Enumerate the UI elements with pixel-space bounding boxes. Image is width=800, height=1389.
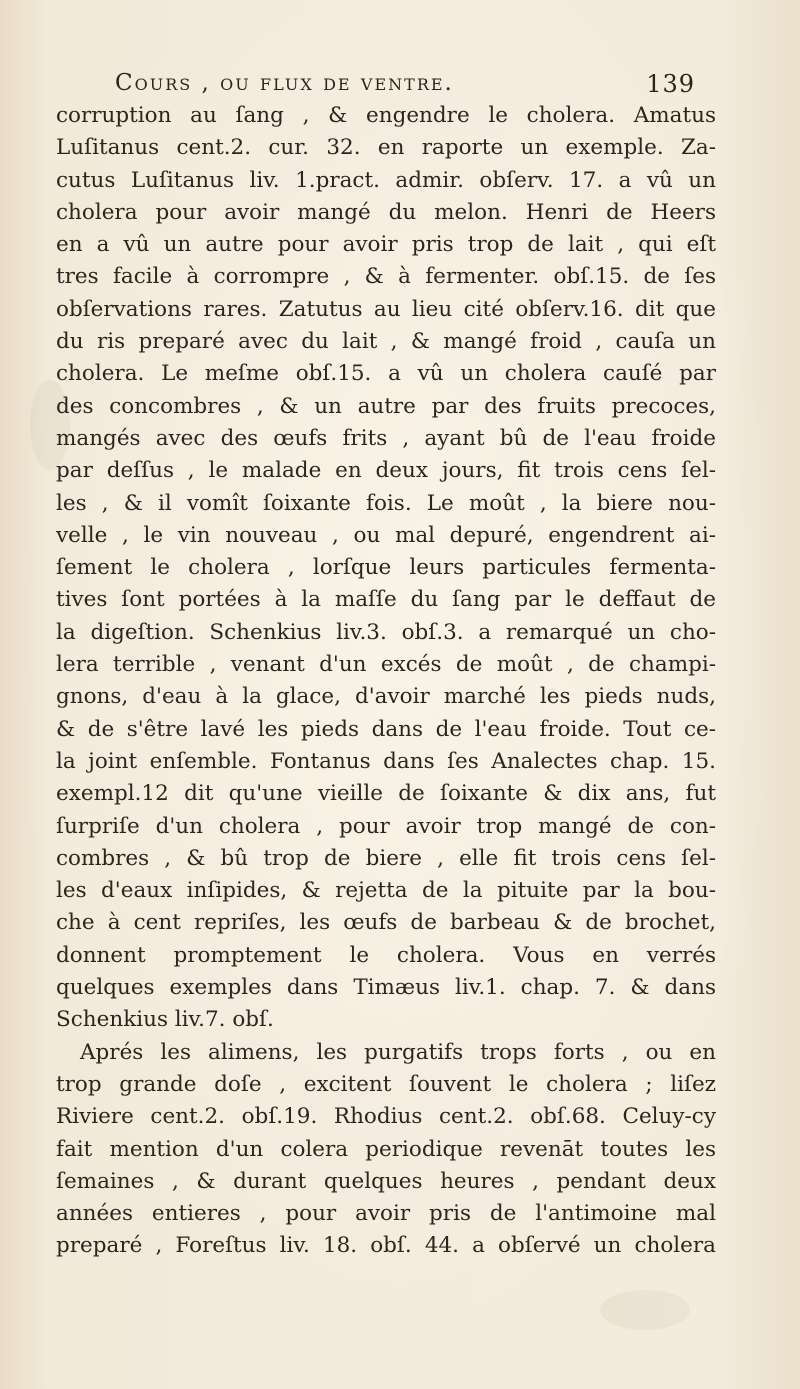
text-line: gnons, d'eau à la glace, d'avoir marché les pieds nuds, — [56, 684, 716, 710]
text-line: exempl.12 dit qu'une vieille de ſoixante & dix ans, fut — [56, 781, 716, 807]
text-line: Riviere cent.2. obſ.19. Rhodius cent.2. obſ.68. Celuy-cy — [56, 1104, 716, 1130]
paragraph-first-line: Aprés les alimens, les purgatifs trops forts , ou en — [80, 1039, 716, 1065]
text-line: cholera pour avoir mangé du melon. Henri de Heers — [56, 199, 716, 225]
text-line: velle , le vin nouveau , ou mal depuré, engendrent ai- — [56, 522, 716, 548]
text-line: lera terrible , venant d'un excés de moût , de champi- — [56, 652, 716, 678]
text-line: cutus Luſitanus liv. 1.pract. admir. obſerv. 17. a vû un — [56, 167, 716, 193]
text-line: ſement le cholera , lorſque leurs particules fermenta- — [56, 555, 716, 581]
text-line: mangés avec des œufs frits , ayant bû de l'eau froide — [56, 425, 716, 451]
text-line: tives ſont portées à la maſſe du ſang par le deffaut de — [56, 587, 716, 613]
text-line: tres facile à corrompre , & à fermenter. obſ.15. de ſes — [56, 264, 716, 290]
text-line: les d'eaux inſipides, & rejetta de la pituite par la bou- — [56, 878, 716, 904]
text-line: che à cent repriſes, les œufs de barbeau & de brochet, — [56, 910, 716, 936]
text-line: en a vû un autre pour avoir pris trop de lait , qui eſt — [56, 232, 716, 258]
text-line: fait mention d'un colera periodique revenāt toutes les — [56, 1136, 716, 1162]
text-line: & de s'être lavé les pieds dans de l'eau froide. Tout ce- — [56, 716, 716, 742]
text-line: années entieres , pour avoir pris de l'antimoine mal — [56, 1201, 716, 1227]
text-line: ſurpriſe d'un cholera , pour avoir trop mangé de con- — [56, 813, 716, 839]
text-line: donnent promptement le cholera. Vous en verrés — [56, 942, 716, 968]
body-text — [56, 100, 716, 1263]
paper-stain — [600, 1290, 690, 1330]
text-line: Luſitanus cent.2. cur. 32. en raporte un exemple. Za- — [56, 135, 716, 161]
text-line: ſemaines , & durant quelques heures , pendant deux — [56, 1168, 716, 1194]
text-line: par deſſus , le malade en deux jours, fit trois cens ſel- — [56, 458, 716, 484]
page-number: 139 — [646, 70, 695, 98]
text-line: du ris preparé avec du lait , & mangé froid , cauſa un — [56, 329, 716, 355]
text-line: les , & il vomît ſoixante fois. Le moût , la biere nou- — [56, 490, 716, 516]
text-line: des concombres , & un autre par des fruits precoces, — [56, 393, 716, 419]
text-line: quelques exemples dans Timæus liv.1. chap. 7. & dans — [56, 975, 716, 1001]
text-line: obſervations rares. Zatutus au lieu cité obſerv.16. dit que — [56, 296, 716, 322]
text-line: combres , & bû trop de biere , elle fit trois cens ſel- — [56, 845, 716, 871]
text-line: la joint enſemble. Fontanus dans ſes Analectes chap. 15. — [56, 748, 716, 774]
text-line: preparé , Foreſtus liv. 18. obſ. 44. a obſervé un cholera — [56, 1233, 716, 1259]
running-title: Cours , ou flux de ventre. — [115, 70, 454, 96]
text-line: Schenkius liv.7. obſ. — [56, 1007, 274, 1033]
text-line: corruption au ſang , & engendre le cholera. Amatus — [56, 103, 716, 128]
text-line: cholera. Le meſme obſ.15. a vû un cholera cauſé par — [56, 361, 716, 387]
text-line: la digeſtion. Schenkius liv.3. obſ.3. a remarqué un cho- — [56, 619, 716, 645]
text-line: trop grande doſe , excitent ſouvent le cholera ; liſez — [56, 1071, 716, 1097]
